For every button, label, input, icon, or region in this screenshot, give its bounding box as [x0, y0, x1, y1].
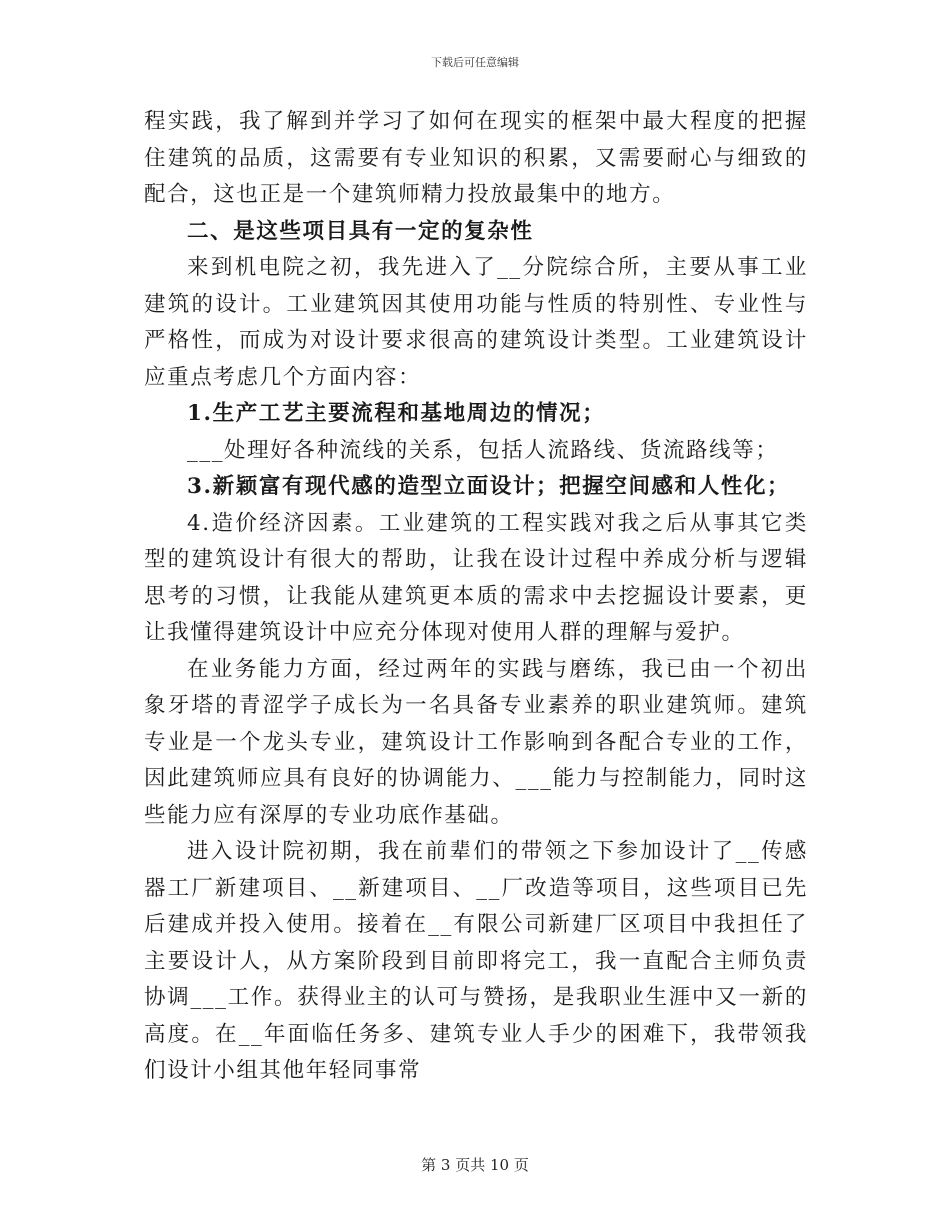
list-item-4: 4.造价经济因素。工业建筑的工程实践对我之后从事其它类型的建筑设计有很大的帮助，让我在设计过程中养成分析与逻辑思考的习惯，让我能从建筑更本质的需求中去挖掘设计要素，更让我懂得建筑设计中应充分体现对使用人群的理解与爱护。: [144, 510, 808, 645]
paragraph: 来到机电院之初，我先进入了__分院综合所，主要从事工业建筑的设计。工业建筑因其使用功能与性质的特别性、专业性与严格性，而成为对设计要求很高的建筑设计类型。工业建筑设计应重点考虑几个方面内容：: [144, 255, 808, 390]
list-item-2: ___处理好各种流线的关系，包括人流路线、货流路线等；: [187, 437, 779, 463]
page-header: 下载后可任意编辑: [431, 56, 519, 69]
section-heading: 二、是这些项目具有一定的复杂性: [187, 218, 534, 244]
list-item-3: 3.新颖富有现代感的造型立面设计；把握空间感和人性化；: [187, 474, 791, 499]
paragraph-continuation: 程实践，我了解到并学习了如何在现实的框架中最大程度的把握住建筑的品质，这需要有专业知识的积累，又需要耐心与细致的配合，这也正是一个建筑师精力投放最集中的地方。: [144, 109, 808, 207]
document-body: [144, 104, 808, 1090]
page-footer: 第 3 页共 10 页: [421, 1156, 529, 1174]
paragraph: 进入设计院初期，我在前辈们的带领之下参加设计了__传感器工厂新建项目、__新建项目、__厂改造等项目，这些项目已先后建成并投入使用。接着在__有限公司新建厂区项目中我担任了主要设计人，从方案阶段到目前即将完工，我一直配合主师负责协调___工作。获得业主的认可与赞扬，是我职业生涯中又一新的高度。在__年面临任务多、建筑专业人手少的困难下，我带领我们设计小组其他年轻同事常: [144, 839, 808, 1083]
list-item-1: 1.生产工艺主要流程和基地周边的情况；: [187, 401, 606, 426]
paragraph: 在业务能力方面，经过两年的实践与磨练，我已由一个初出象牙塔的青涩学子成长为一名具备专业素养的职业建筑师。建筑专业是一个龙头专业，建筑设计工作影响到各配合专业的工作，因此建筑师应具有良好的协调能力、___能力与控制能力，同时这些能力应有深厚的专业功底作基础。: [144, 656, 808, 828]
